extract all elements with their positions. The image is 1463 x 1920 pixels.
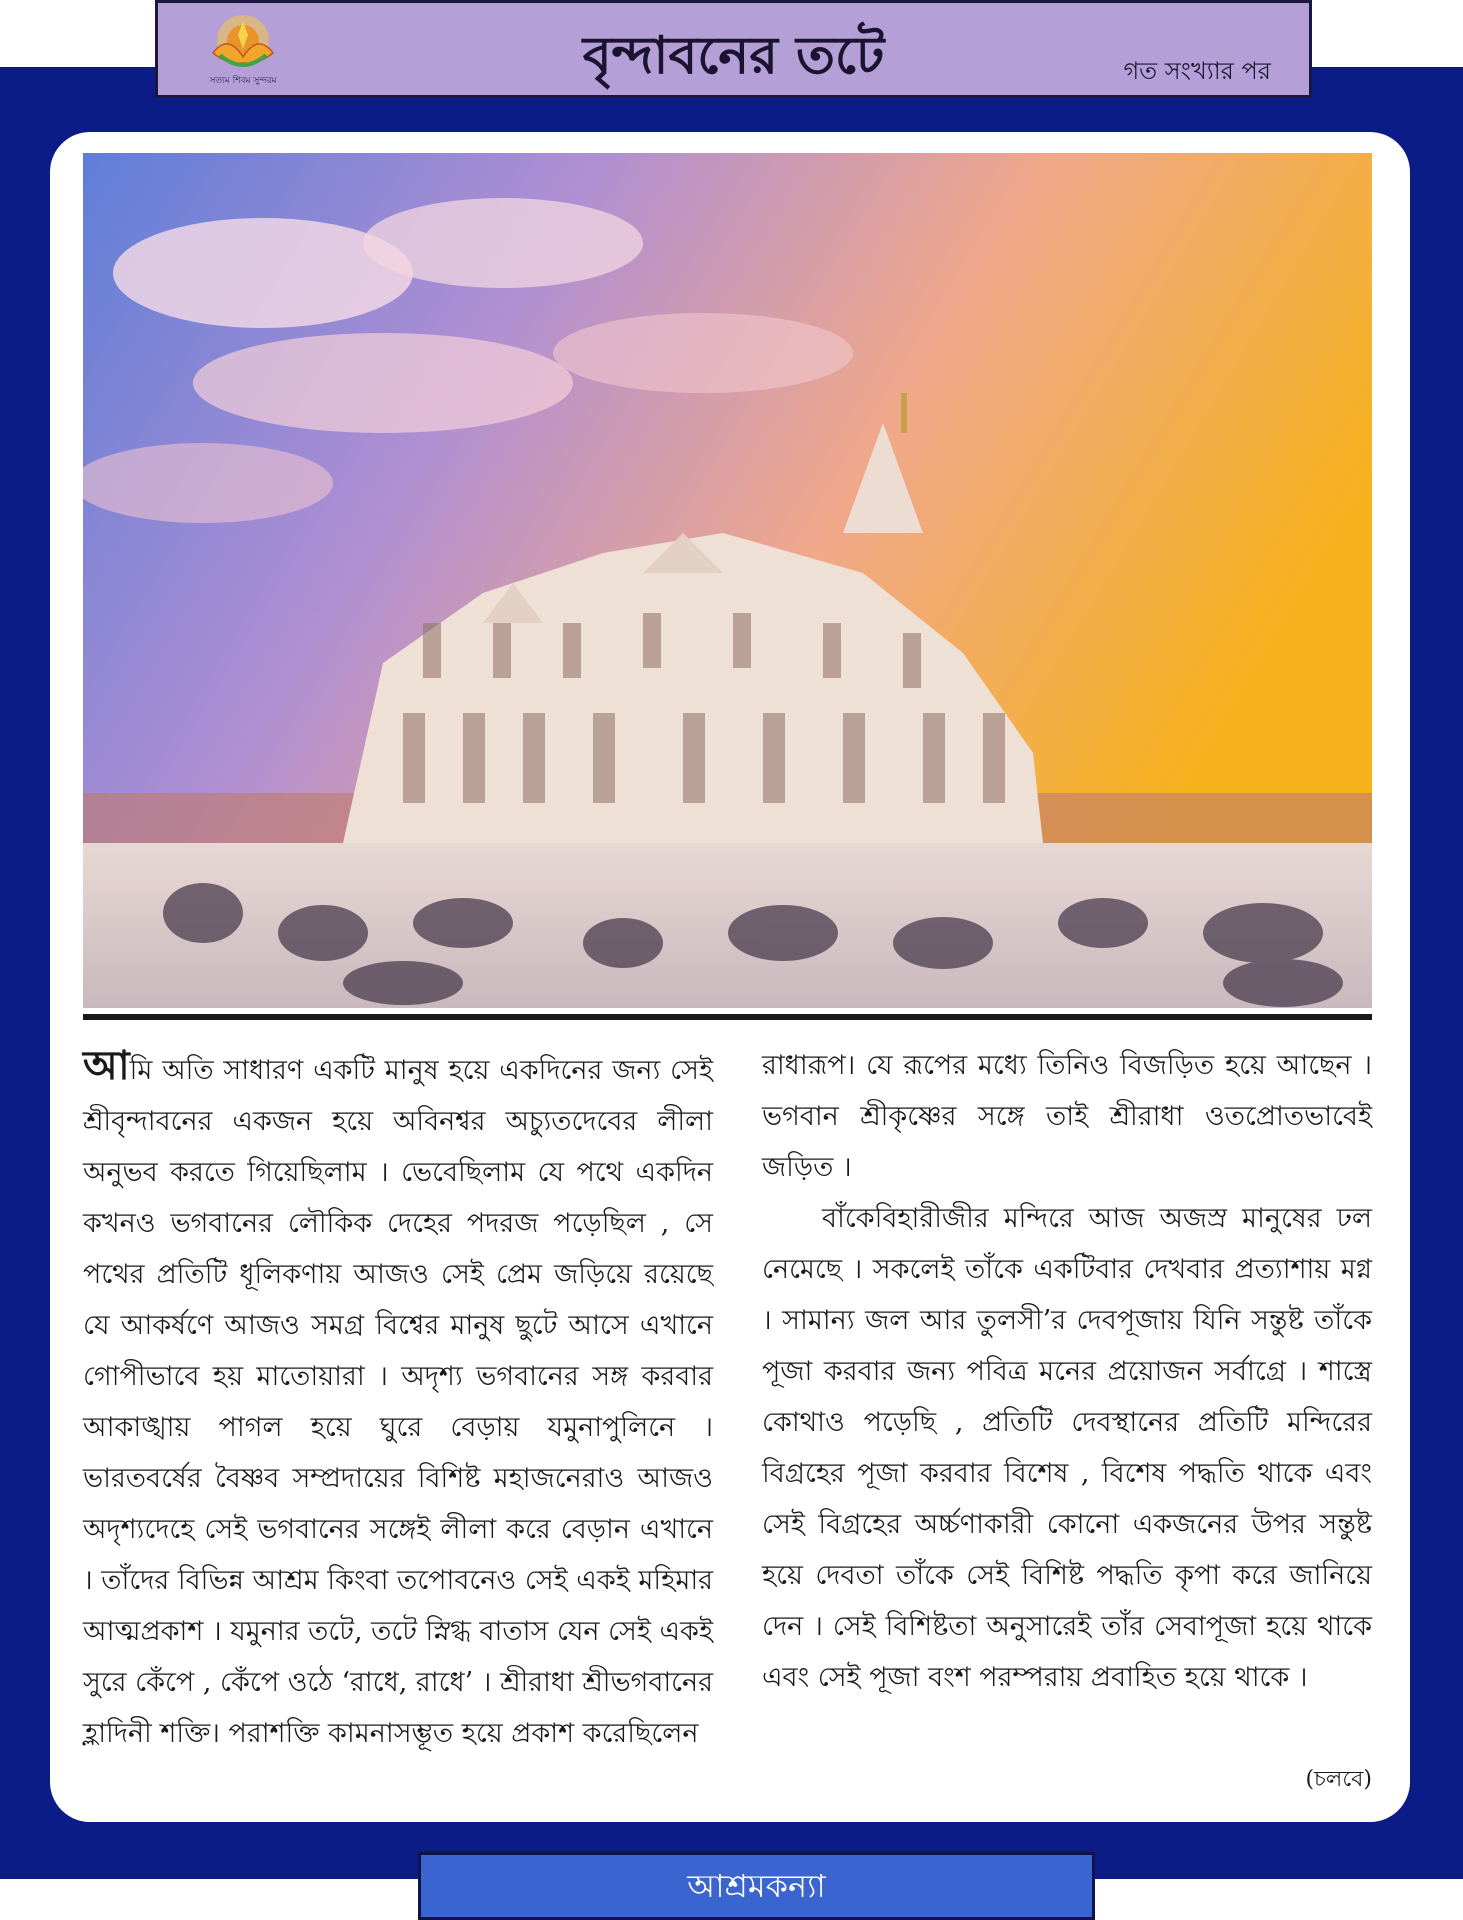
article-paragraph: বাঁকেবিহারীজীর মন্দিরে আজ অজস্র মানুষের ঢল নেমেছে । সকলেই তাঁকে একটিবার দেখবার প্রত্যাশায় মগ্ন । সামান্য জল আর তুলসী’র দেবপূজায় যিনি সন্তুষ্ট তাঁকে পূজা করবার জন্য পবিত্র মনের প্রয়োজন সর্বাগ্রে । শাস্ত্রে কোথাও পড়েছি , প্রতিটি দেবস্থানের প্রতিটি মন্দিরের বিগ্রহের পূজা করবার বিশেষ , বিশেষ পদ্ধতি থাকে এবং সেই বিগ্রহের অর্চ্চণাকারী কোনো একজনের উপর সন্তুষ্ট হয়ে দেবতা তাঁকে সেই বিশিষ্ট পদ্ধতি কৃপা করে জানিয়ে দেন । সেই বিশিষ্টতা অনুসারেই তাঁর সেবাপূজা হয়ে থাকে এবং সেই পূজা বংশ পরম্পরায় প্রবাহিত হয়ে থাকে । — [762, 1203, 1372, 1693]
article-paragraph: রাধারূপ। যে রূপের মধ্যে তিনিও বিজড়িত হয়ে আছেন । ভগবান শ্রীকৃষ্ণের সঙ্গে তাই শ্রীরাধা ওতপ্রোতভাবেই জড়িত । — [762, 1050, 1372, 1183]
article-column-right — [762, 1040, 1372, 1703]
article-paragraph — [83, 1040, 713, 1759]
drop-cap: আ — [83, 1042, 130, 1089]
header-banner — [155, 0, 1312, 98]
paragraph-text: মি অতি সাধারণ একটি মানুষ হয়ে একদিনের জন্য সেই শ্রীবৃন্দাবনের একজন হয়ে অবিনশ্বর অচ্যুতদেবের লীলা অনুভব করতে গিয়েছিলাম । ভেবেছিলাম যে পথে একদিন কখনও ভগবানের লৌকিক দেহের পদরজ পড়েছিল , সে পথের প্রতিটি ধূলিকণায় আজও সেই প্রেম জড়িয়ে রয়েছে যে আকর্ষণে আজও সমগ্র বিশ্বের মানুষ ছুটে আসে এখানে গোপীভাবে হয় মাতোয়ারা । অদৃশ্য ভগবানের সঙ্গ করবার আকাঙ্খায় পাগল হয়ে ঘুরে বেড়ায় যমুনাপুলিনে । ভারতবর্ষের বৈষ্ণব সম্প্রদায়ের বিশিষ্ট মহাজনেরাও আজও অদৃশ্যদেহে সেই ভগবানের সঙ্গেই লীলা করে বেড়ান এখানে । তাঁদের বিভিন্ন আশ্রম কিংবা তপোবনেও সেই একই মহিমার আত্মপ্রকাশ । যমুনার তটে, তটে স্নিগ্ধ বাতাস যেন সেই একই সুরে কেঁপে , কেঁপে ওঠে ‘রাধে, রাধে’ । শ্রীরাধা শ্রীভগবানের হ্লাদিনী শক্তি। পরাশক্তি কামনাসম্ভূত হয়ে প্রকাশ করেছিলেন — [83, 1055, 713, 1749]
article-column-left — [83, 1040, 713, 1759]
footer-banner: আশ্রমকন্যা — [418, 1852, 1095, 1920]
continuation-note: গত সংখ্যার পর — [1123, 57, 1271, 85]
divider-rule — [83, 1014, 1372, 1020]
article-card — [50, 132, 1410, 1822]
page-title: বৃন্দাবনের তটে — [582, 25, 885, 86]
continued-note: (চলবে) — [1305, 1767, 1372, 1792]
temple-photo — [83, 153, 1372, 1008]
logo-caption: সত্যম শিবম সুন্দরম — [209, 76, 277, 86]
